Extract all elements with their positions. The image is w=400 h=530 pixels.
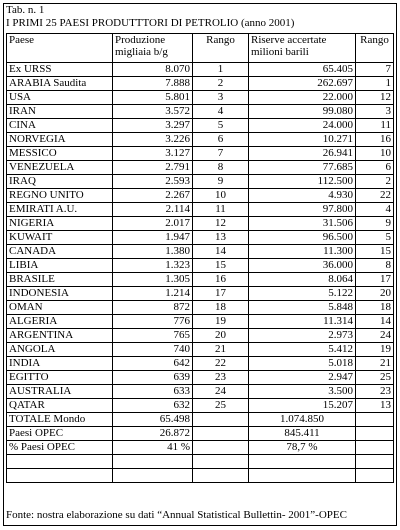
empty-cell — [7, 469, 113, 483]
country-cell: INDIA — [7, 357, 113, 371]
reserves-rank-cell: 1 — [356, 77, 394, 91]
production-rank-cell: 8 — [193, 161, 249, 175]
reserves-rank-cell: 13 — [356, 399, 394, 413]
blank-row — [7, 469, 394, 483]
oil-producers-table — [6, 33, 394, 483]
production-rank-cell: 10 — [193, 189, 249, 203]
table-row — [7, 175, 394, 189]
country-cell: IRAQ — [7, 175, 113, 189]
empty-cell — [356, 413, 394, 427]
totals-row — [7, 427, 394, 441]
table-row — [7, 133, 394, 147]
reserves-rank-cell: 21 — [356, 357, 394, 371]
country-cell: NORVEGIA — [7, 133, 113, 147]
reserves-rank-cell: 8 — [356, 259, 394, 273]
reserves-rank-cell: 18 — [356, 301, 394, 315]
source-note: Fonte: nostra elaborazione su dati “Annual Statistical Bullettin- 2001”-OPEC — [6, 509, 347, 521]
country-cell: BRASILE — [7, 273, 113, 287]
reserves-cell: 3.500 — [249, 385, 356, 399]
production-cell: 1.380 — [113, 245, 193, 259]
production-rank-cell: 22 — [193, 357, 249, 371]
production-rank-cell: 6 — [193, 133, 249, 147]
table-row — [7, 217, 394, 231]
totals-production-cell: 41 % — [113, 441, 193, 455]
production-cell: 2.791 — [113, 161, 193, 175]
empty-cell — [193, 427, 249, 441]
country-cell: IRAN — [7, 105, 113, 119]
empty-cell — [356, 441, 394, 455]
production-cell: 776 — [113, 315, 193, 329]
empty-cell — [113, 455, 193, 469]
production-cell: 3.297 — [113, 119, 193, 133]
production-rank-cell: 4 — [193, 105, 249, 119]
reserves-rank-cell: 10 — [356, 147, 394, 161]
totals-reserves-cell: 78,7 % — [249, 441, 356, 455]
reserves-cell: 26.941 — [249, 147, 356, 161]
production-rank-cell: 14 — [193, 245, 249, 259]
production-rank-cell: 19 — [193, 315, 249, 329]
table-row — [7, 315, 394, 329]
totals-row — [7, 413, 394, 427]
reserves-cell: 97.800 — [249, 203, 356, 217]
production-cell: 1.947 — [113, 231, 193, 245]
production-cell: 633 — [113, 385, 193, 399]
reserves-rank-cell: 4 — [356, 203, 394, 217]
country-cell: LIBIA — [7, 259, 113, 273]
table-row — [7, 231, 394, 245]
empty-cell — [249, 455, 356, 469]
table-row — [7, 301, 394, 315]
reserves-rank-cell: 16 — [356, 133, 394, 147]
country-cell: ARGENTINA — [7, 329, 113, 343]
empty-cell — [113, 469, 193, 483]
reserves-rank-cell: 20 — [356, 287, 394, 301]
country-cell: INDONESIA — [7, 287, 113, 301]
reserves-rank-cell: 19 — [356, 343, 394, 357]
production-rank-cell: 1 — [193, 63, 249, 77]
production-rank-cell: 2 — [193, 77, 249, 91]
production-rank-cell: 7 — [193, 147, 249, 161]
totals-label-cell: % Paesi OPEC — [7, 441, 113, 455]
header-rango-produzione: Rango — [193, 34, 249, 63]
reserves-rank-cell: 2 — [356, 175, 394, 189]
reserves-rank-cell: 24 — [356, 329, 394, 343]
country-cell: ALGERIA — [7, 315, 113, 329]
production-rank-cell: 11 — [193, 203, 249, 217]
reserves-cell: 22.000 — [249, 91, 356, 105]
country-cell: AUSTRALIA — [7, 385, 113, 399]
table-row — [7, 77, 394, 91]
totals-row — [7, 441, 394, 455]
country-cell: KUWAIT — [7, 231, 113, 245]
production-cell: 2.593 — [113, 175, 193, 189]
table-number: Tab. n. 1 — [6, 4, 45, 16]
country-cell: ARABIA Saudita — [7, 77, 113, 91]
reserves-rank-cell: 9 — [356, 217, 394, 231]
table-row — [7, 91, 394, 105]
table-row — [7, 399, 394, 413]
reserves-cell: 2.973 — [249, 329, 356, 343]
header-rango-riserve: Rango — [356, 34, 394, 63]
table-row — [7, 245, 394, 259]
production-rank-cell: 20 — [193, 329, 249, 343]
table-row — [7, 105, 394, 119]
production-cell: 1.214 — [113, 287, 193, 301]
country-cell: NIGERIA — [7, 217, 113, 231]
reserves-cell: 112.500 — [249, 175, 356, 189]
country-cell: ANGOLA — [7, 343, 113, 357]
country-cell: CANADA — [7, 245, 113, 259]
reserves-rank-cell: 22 — [356, 189, 394, 203]
table-row — [7, 63, 394, 77]
production-rank-cell: 17 — [193, 287, 249, 301]
totals-reserves-cell: 845.411 — [249, 427, 356, 441]
production-cell: 740 — [113, 343, 193, 357]
production-cell: 632 — [113, 399, 193, 413]
empty-cell — [193, 455, 249, 469]
table-row — [7, 357, 394, 371]
country-cell: EGITTO — [7, 371, 113, 385]
production-rank-cell: 16 — [193, 273, 249, 287]
empty-cell — [193, 413, 249, 427]
empty-cell — [193, 469, 249, 483]
country-cell: OMAN — [7, 301, 113, 315]
table-row — [7, 119, 394, 133]
empty-cell — [356, 427, 394, 441]
country-cell: Ex URSS — [7, 63, 113, 77]
production-cell: 8.070 — [113, 63, 193, 77]
table-row — [7, 371, 394, 385]
production-rank-cell: 18 — [193, 301, 249, 315]
reserves-cell: 15.207 — [249, 399, 356, 413]
reserves-cell: 2.947 — [249, 371, 356, 385]
table-row — [7, 259, 394, 273]
totals-production-cell: 65.498 — [113, 413, 193, 427]
header-riserve: Riserve accertate milioni barili — [249, 34, 356, 63]
empty-cell — [7, 455, 113, 469]
production-rank-cell: 23 — [193, 371, 249, 385]
production-cell: 765 — [113, 329, 193, 343]
reserves-rank-cell: 15 — [356, 245, 394, 259]
reserves-cell: 262.697 — [249, 77, 356, 91]
reserves-cell: 31.506 — [249, 217, 356, 231]
table-caption: I PRIMI 25 PAESI PRODUTTTORI DI PETROLIO (anno 2001) — [6, 17, 295, 29]
production-rank-cell: 25 — [193, 399, 249, 413]
country-cell: REGNO UNITO — [7, 189, 113, 203]
totals-reserves-cell: 1.074.850 — [249, 413, 356, 427]
production-cell: 7.888 — [113, 77, 193, 91]
reserves-rank-cell: 5 — [356, 231, 394, 245]
totals-production-cell: 26.872 — [113, 427, 193, 441]
reserves-rank-cell: 3 — [356, 105, 394, 119]
table-row — [7, 203, 394, 217]
reserves-cell: 5.018 — [249, 357, 356, 371]
reserves-rank-cell: 7 — [356, 63, 394, 77]
table-row — [7, 329, 394, 343]
reserves-rank-cell: 14 — [356, 315, 394, 329]
empty-cell — [193, 441, 249, 455]
header-paese: Paese — [7, 34, 113, 63]
production-rank-cell: 5 — [193, 119, 249, 133]
production-cell: 2.267 — [113, 189, 193, 203]
production-rank-cell: 13 — [193, 231, 249, 245]
reserves-cell: 4.930 — [249, 189, 356, 203]
production-cell: 1.305 — [113, 273, 193, 287]
production-rank-cell: 9 — [193, 175, 249, 189]
reserves-cell: 5.412 — [249, 343, 356, 357]
table-body — [7, 34, 394, 483]
production-cell: 2.114 — [113, 203, 193, 217]
reserves-cell: 10.271 — [249, 133, 356, 147]
production-rank-cell: 24 — [193, 385, 249, 399]
production-cell: 3.127 — [113, 147, 193, 161]
production-cell: 639 — [113, 371, 193, 385]
country-cell: EMIRATI A.U. — [7, 203, 113, 217]
table-row — [7, 147, 394, 161]
empty-cell — [249, 469, 356, 483]
reserves-cell: 36.000 — [249, 259, 356, 273]
country-cell: USA — [7, 91, 113, 105]
production-cell: 2.017 — [113, 217, 193, 231]
production-cell: 3.226 — [113, 133, 193, 147]
header-row — [7, 34, 394, 63]
table-row — [7, 161, 394, 175]
reserves-cell: 5.848 — [249, 301, 356, 315]
country-cell: QATAR — [7, 399, 113, 413]
production-cell: 1.323 — [113, 259, 193, 273]
country-cell: MESSICO — [7, 147, 113, 161]
production-cell: 3.572 — [113, 105, 193, 119]
empty-cell — [356, 469, 394, 483]
production-cell: 642 — [113, 357, 193, 371]
reserves-rank-cell: 12 — [356, 91, 394, 105]
header-produzione: Produzione migliaia b/g — [113, 34, 193, 63]
production-cell: 872 — [113, 301, 193, 315]
reserves-cell: 11.300 — [249, 245, 356, 259]
table-row — [7, 385, 394, 399]
reserves-cell: 11.314 — [249, 315, 356, 329]
table-row — [7, 343, 394, 357]
production-rank-cell: 15 — [193, 259, 249, 273]
blank-row — [7, 455, 394, 469]
production-rank-cell: 3 — [193, 91, 249, 105]
reserves-cell: 24.000 — [249, 119, 356, 133]
table-row — [7, 273, 394, 287]
reserves-cell: 96.500 — [249, 231, 356, 245]
reserves-rank-cell: 23 — [356, 385, 394, 399]
reserves-rank-cell: 17 — [356, 273, 394, 287]
reserves-cell: 65.405 — [249, 63, 356, 77]
reserves-rank-cell: 11 — [356, 119, 394, 133]
production-rank-cell: 21 — [193, 343, 249, 357]
table-row — [7, 287, 394, 301]
reserves-cell: 77.685 — [249, 161, 356, 175]
totals-label-cell: Paesi OPEC — [7, 427, 113, 441]
table-row — [7, 189, 394, 203]
totals-label-cell: TOTALE Mondo — [7, 413, 113, 427]
country-cell: CINA — [7, 119, 113, 133]
reserves-rank-cell: 6 — [356, 161, 394, 175]
reserves-rank-cell: 25 — [356, 371, 394, 385]
reserves-cell: 99.080 — [249, 105, 356, 119]
production-cell: 5.801 — [113, 91, 193, 105]
empty-cell — [356, 455, 394, 469]
reserves-cell: 8.064 — [249, 273, 356, 287]
country-cell: VENEZUELA — [7, 161, 113, 175]
reserves-cell: 5.122 — [249, 287, 356, 301]
production-rank-cell: 12 — [193, 217, 249, 231]
